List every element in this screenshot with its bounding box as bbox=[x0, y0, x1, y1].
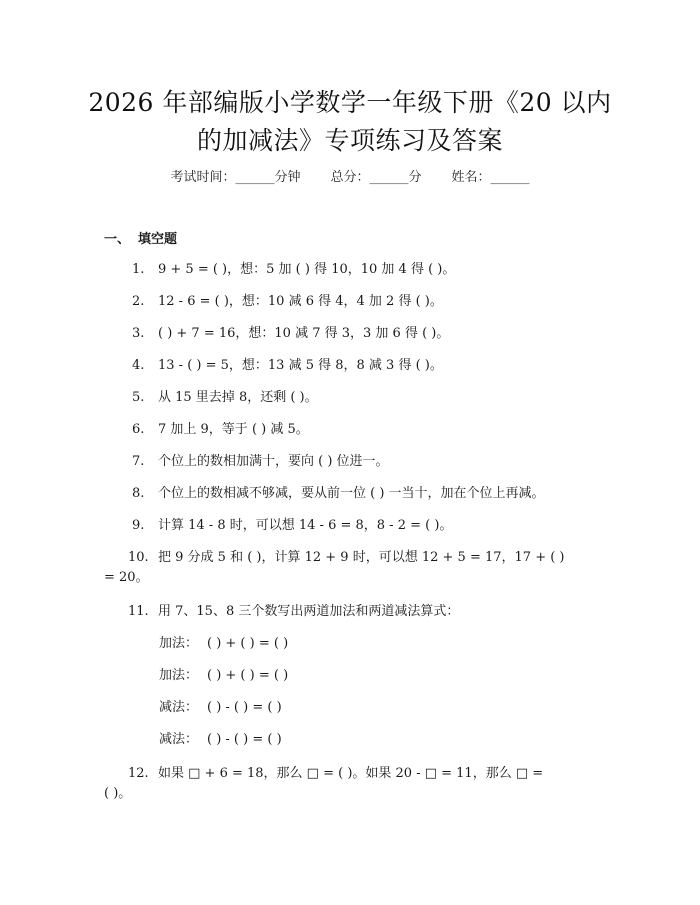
equation-label: 减法： bbox=[159, 732, 199, 747]
student-name-field: 姓名：______ bbox=[451, 170, 530, 185]
question-number: 5. bbox=[132, 390, 145, 405]
question-text-continued: = 20。 bbox=[104, 570, 149, 585]
question-item bbox=[132, 388, 318, 408]
equation-label: 加法： bbox=[159, 668, 199, 683]
question-text: 计算 14 - 8 时，可以想 14 - 6 = 8，8 - 2 = ( )。 bbox=[158, 518, 453, 533]
equation-blanks: ( ) - ( ) = ( ) bbox=[207, 732, 282, 747]
question-text: 如果 □ + 6 = 18，那么 □ = ( )。如果 20 - □ = 11，那么 □ = bbox=[158, 766, 544, 781]
equation-row bbox=[159, 698, 282, 718]
page-title-line-1: 2026 年部编版小学数学一年级下册《20 以内 bbox=[88, 88, 612, 117]
equation-row bbox=[159, 666, 288, 686]
question-text: 把 9 分成 5 和 ( )，计算 12 + 9 时，可以想 12 + 5 = 17，17 + ( ) bbox=[158, 550, 565, 565]
question-item bbox=[132, 324, 449, 344]
question-number: 2. bbox=[132, 294, 145, 309]
section-number: 一、 bbox=[104, 232, 131, 247]
equation-label: 加法： bbox=[159, 636, 199, 651]
question-text: 12 - 6 = ( )，想：10 减 6 得 4，4 加 2 得 ( )。 bbox=[158, 294, 443, 309]
question-item bbox=[132, 452, 389, 472]
question-number: 6. bbox=[132, 422, 145, 437]
question-item bbox=[132, 516, 452, 536]
question-text: 7 加上 9，等于 ( ) 减 5。 bbox=[158, 422, 309, 437]
question-item bbox=[132, 356, 443, 376]
question-number: 4. bbox=[132, 358, 145, 373]
question-item bbox=[128, 602, 459, 622]
question-item bbox=[132, 292, 443, 312]
equation-label: 减法： bbox=[159, 700, 199, 715]
question-text-continued: ( )。 bbox=[104, 786, 132, 801]
equation-row bbox=[159, 634, 288, 654]
question-number: 3. bbox=[132, 326, 145, 341]
section-heading bbox=[104, 230, 177, 250]
question-number: 7. bbox=[132, 454, 145, 469]
equation-row bbox=[159, 730, 282, 750]
page-title-line-2: 的加减法》专项练习及答案 bbox=[196, 126, 503, 155]
question-number: 11. bbox=[128, 604, 149, 619]
question-item bbox=[128, 764, 543, 784]
question-text: 9 + 5 = ( )，想：5 加 ( ) 得 10，10 加 4 得 ( )。 bbox=[158, 262, 456, 277]
question-number: 8. bbox=[132, 486, 145, 501]
question-text: 13 - ( ) = 5，想：13 减 5 得 8，8 减 3 得 ( )。 bbox=[158, 358, 443, 373]
question-number: 1. bbox=[132, 262, 145, 277]
exam-time-field: 考试时间：______分钟 bbox=[170, 170, 301, 185]
total-score-field: 总分：______分 bbox=[330, 170, 422, 185]
equation-blanks: ( ) - ( ) = ( ) bbox=[207, 700, 282, 715]
equation-blanks: ( ) + ( ) = ( ) bbox=[207, 636, 289, 651]
equation-blanks: ( ) + ( ) = ( ) bbox=[207, 668, 289, 683]
question-item bbox=[132, 420, 309, 440]
question-number: 12. bbox=[128, 766, 149, 781]
question-item bbox=[132, 260, 455, 280]
question-text: 用 7、15、8 三个数写出两道加法和两道减法算式： bbox=[158, 604, 460, 619]
question-text: 个位上的数相减不够减，要从前一位 ( ) 一当十，加在个位上再减。 bbox=[158, 486, 545, 501]
question-item bbox=[132, 484, 545, 504]
question-number: 9. bbox=[132, 518, 145, 533]
question-text: ( ) + 7 = 16，想：10 减 7 得 3，3 加 6 得 ( )。 bbox=[158, 326, 450, 341]
question-text: 从 15 里去掉 8，还剩 ( )。 bbox=[158, 390, 318, 405]
section-label: 填空题 bbox=[138, 232, 178, 247]
exam-info-row bbox=[0, 168, 700, 188]
question-text: 个位上的数相加满十，要向 ( ) 位进一。 bbox=[158, 454, 389, 469]
question-number: 10. bbox=[128, 550, 149, 565]
question-item bbox=[128, 548, 565, 568]
